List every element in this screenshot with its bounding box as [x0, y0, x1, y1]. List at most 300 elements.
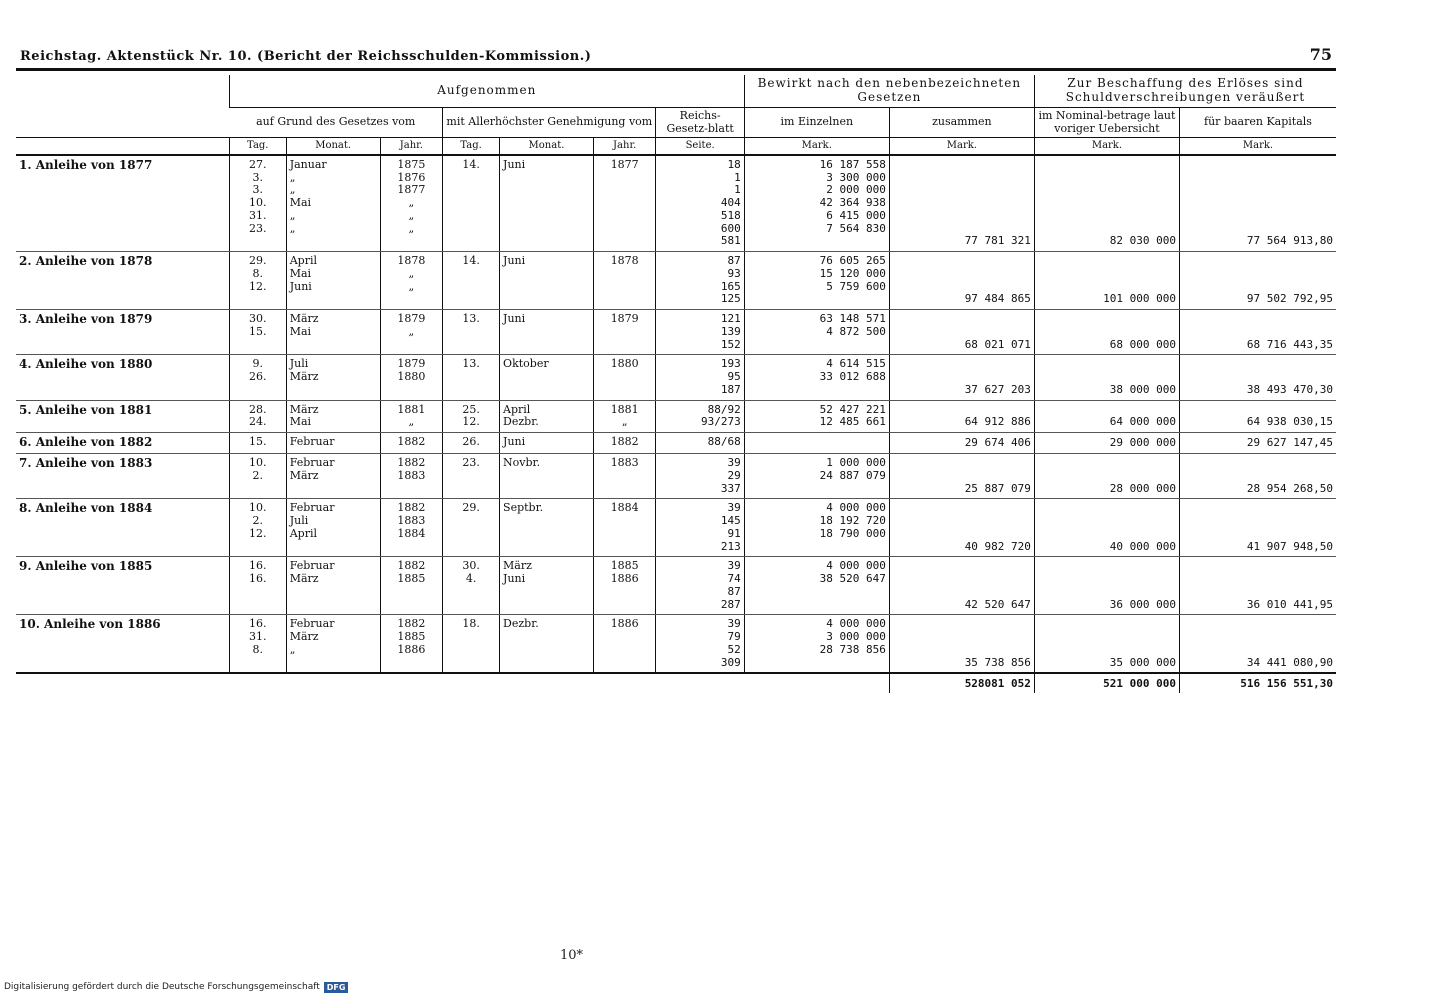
- law-month-cell: [286, 499, 380, 557]
- law-year: „: [408, 279, 415, 293]
- cash-proceeds: 38 493 470,30: [1179, 355, 1336, 400]
- law-year: 1877: [397, 183, 426, 197]
- header-gazette: Reichs-Gesetz-blatt: [656, 107, 744, 138]
- decree-month: April: [503, 402, 531, 416]
- decree-day: 13.: [462, 312, 480, 326]
- law-year-cell: [380, 155, 443, 252]
- single-amount-cell: [744, 433, 889, 454]
- single-amount: 15 120 000: [819, 266, 886, 280]
- law-year-cell: [380, 355, 443, 400]
- decree-month: Septbr.: [503, 501, 544, 515]
- decree-year: 1879: [610, 312, 639, 326]
- unit-blank: [16, 138, 229, 155]
- single-amount: 4 614 515: [826, 357, 886, 371]
- single-amount: 1 000 000: [826, 456, 886, 470]
- gazette-page: 213: [720, 539, 741, 553]
- law-year: 1878: [397, 254, 426, 268]
- nominal-amount: 40 000 000: [1034, 499, 1179, 557]
- loan-row: [16, 454, 1336, 499]
- law-year-cell: [380, 310, 443, 355]
- decree-month: Novbr.: [503, 456, 541, 470]
- loan-name: 3. Anleihe von 1879: [16, 310, 229, 355]
- nominal-amount: 38 000 000: [1034, 355, 1179, 400]
- law-month: Januar: [289, 157, 327, 171]
- totals-cash: 516 156 551,30: [1179, 673, 1336, 693]
- gazette-page-cell: [656, 433, 744, 454]
- gazette-page: 87: [727, 584, 741, 598]
- law-month-cell: [286, 155, 380, 252]
- unit-year: Jahr.: [593, 138, 656, 155]
- single-amount: 7 564 830: [826, 221, 886, 235]
- law-month-cell: [286, 310, 380, 355]
- law-year: 1876: [397, 170, 426, 184]
- decree-year: 1881: [610, 402, 639, 416]
- header-cash: für baaren Kapitals: [1179, 107, 1336, 138]
- decree-year-cell: [593, 355, 656, 400]
- gazette-page: 152: [720, 337, 741, 351]
- law-month: März: [289, 402, 319, 416]
- decree-month: Dezbr.: [503, 415, 539, 429]
- gazette-page-cell: [656, 310, 744, 355]
- cash-proceeds: 97 502 792,95: [1179, 252, 1336, 310]
- law-month-cell: [286, 615, 380, 674]
- decree-year-cell: [593, 433, 656, 454]
- law-day: 12.: [249, 526, 267, 540]
- single-amount-cell: [744, 499, 889, 557]
- loan-total: 37 627 203: [889, 355, 1034, 400]
- totals-sum: 528081 052: [889, 673, 1034, 693]
- single-amount-cell: [744, 454, 889, 499]
- law-day: 16.: [249, 559, 267, 573]
- cash-proceeds: 41 907 948,50: [1179, 499, 1336, 557]
- law-month-cell: [286, 355, 380, 400]
- decree-month: Oktober: [503, 357, 549, 371]
- loan-row: [16, 155, 1336, 252]
- law-day: 23.: [249, 221, 267, 235]
- law-day: 29.: [249, 254, 267, 268]
- single-amount: 33 012 688: [819, 370, 886, 384]
- cash-proceeds: 64 938 030,15: [1179, 400, 1336, 433]
- loan-table: [16, 75, 1336, 693]
- decree-year-cell: [593, 252, 656, 310]
- unit-month: Monat.: [500, 138, 594, 155]
- law-day: 9.: [252, 357, 264, 371]
- decree-year-cell: [593, 400, 656, 433]
- decree-month-cell: [500, 252, 594, 310]
- cash-proceeds: 77 564 913,80: [1179, 155, 1336, 252]
- law-year: 1875: [397, 157, 426, 171]
- unit-mark: Mark.: [744, 138, 889, 155]
- law-day: 16.: [249, 617, 267, 631]
- decree-month-cell: [500, 155, 594, 252]
- law-month: Februar: [289, 456, 335, 470]
- law-year-cell: [380, 433, 443, 454]
- totals-nominal: 521 000 000: [1034, 673, 1179, 693]
- nominal-amount: 64 000 000: [1034, 400, 1179, 433]
- gazette-page: 1: [734, 183, 741, 197]
- decree-day-cell: [443, 400, 500, 433]
- decree-month-cell: [500, 499, 594, 557]
- law-day: 10.: [249, 196, 267, 210]
- law-month: „: [289, 170, 296, 184]
- decree-year: 1883: [610, 456, 639, 470]
- decree-day: 18.: [462, 617, 480, 631]
- gazette-page: 88/68: [707, 435, 741, 449]
- decree-month: Dezbr.: [503, 617, 539, 631]
- law-month: „: [289, 221, 296, 235]
- gazette-page: 309: [720, 655, 741, 669]
- header-beschaffung: Zur Beschaffung des Erlöses sind Schuldverschreibungen veräußert: [1034, 75, 1336, 107]
- gazette-page: 518: [720, 208, 741, 222]
- decree-month: März: [503, 559, 532, 573]
- unit-mark: Mark.: [889, 138, 1034, 155]
- law-year: 1885: [397, 630, 426, 644]
- header-decree-date: mit Allerhöchster Genehmigung vom: [443, 107, 656, 138]
- decree-day-cell: [443, 499, 500, 557]
- law-day-cell: [229, 310, 286, 355]
- law-day-cell: [229, 454, 286, 499]
- decree-month-cell: [500, 355, 594, 400]
- law-day-cell: [229, 433, 286, 454]
- law-day: 30.: [249, 312, 267, 326]
- law-month: Februar: [289, 501, 335, 515]
- law-month: Mai: [289, 196, 312, 210]
- decree-day-cell: [443, 454, 500, 499]
- single-amount: 4 000 000: [826, 559, 886, 573]
- single-amount: 12 485 661: [819, 415, 886, 429]
- loan-total: 35 738 856: [889, 615, 1034, 674]
- law-month: „: [289, 183, 296, 197]
- law-month: März: [289, 468, 319, 482]
- cash-proceeds: 34 441 080,90: [1179, 615, 1336, 674]
- loan-total: 40 982 720: [889, 499, 1034, 557]
- single-amount-cell: [744, 252, 889, 310]
- unit-day: Tag.: [443, 138, 500, 155]
- decree-day: 29.: [462, 501, 480, 515]
- loan-row: [16, 557, 1336, 615]
- gazette-page-cell: [656, 615, 744, 674]
- loan-row: [16, 252, 1336, 310]
- gazette-page-cell: [656, 454, 744, 499]
- gazette-page: 287: [720, 597, 741, 611]
- law-year-cell: [380, 615, 443, 674]
- decree-day-cell: [443, 355, 500, 400]
- decree-day: 30.: [462, 559, 480, 573]
- cash-proceeds: 36 010 441,95: [1179, 557, 1336, 615]
- decree-day-cell: [443, 433, 500, 454]
- law-day-cell: [229, 355, 286, 400]
- law-day: 3.: [252, 183, 264, 197]
- header-blank: [16, 75, 229, 138]
- report-sheet: [16, 30, 1336, 935]
- unit-year: Jahr.: [380, 138, 443, 155]
- law-month: „: [289, 642, 296, 656]
- nominal-amount: 35 000 000: [1034, 615, 1179, 674]
- law-month-cell: [286, 433, 380, 454]
- single-amount: 2 000 000: [826, 183, 886, 197]
- decree-month-cell: [500, 454, 594, 499]
- law-day-cell: [229, 252, 286, 310]
- decree-day-cell: [443, 310, 500, 355]
- gazette-page: 39: [727, 617, 741, 631]
- decree-day: 4.: [465, 572, 477, 586]
- law-day: 15.: [249, 435, 267, 449]
- loan-name: 1. Anleihe von 1877: [16, 155, 229, 252]
- gazette-page: 39: [727, 456, 741, 470]
- gazette-page: 193: [720, 357, 741, 371]
- decree-month: Juni: [503, 435, 526, 449]
- law-day: 15.: [249, 324, 267, 338]
- single-amount: 3 000 000: [826, 630, 886, 644]
- decree-day: 12.: [462, 415, 480, 429]
- single-amount: 5 759 600: [826, 279, 886, 293]
- single-amount: 38 520 647: [819, 572, 886, 586]
- single-amount: 3 300 000: [826, 170, 886, 184]
- cash-proceeds: 29 627 147,45: [1179, 433, 1336, 454]
- single-amount-cell: [744, 615, 889, 674]
- gazette-page-cell: [656, 155, 744, 252]
- law-month: März: [289, 312, 319, 326]
- nominal-amount: 36 000 000: [1034, 557, 1179, 615]
- loan-total: 25 887 079: [889, 454, 1034, 499]
- cash-proceeds: 68 716 443,35: [1179, 310, 1336, 355]
- single-amount-cell: [744, 310, 889, 355]
- gazette-page: 74: [727, 572, 741, 586]
- loan-row: [16, 433, 1336, 454]
- law-month-cell: [286, 400, 380, 433]
- loan-total: 68 021 071: [889, 310, 1034, 355]
- credit-text: Digitalisierung gefördert durch die Deutsche Forschungsgemeinschaft: [4, 982, 320, 992]
- law-day: 27.: [249, 157, 267, 171]
- decree-day: 25.: [462, 402, 480, 416]
- gazette-page: 79: [727, 630, 741, 644]
- single-amount: 18 192 720: [819, 514, 886, 528]
- single-amount: 28 738 856: [819, 642, 886, 656]
- law-day-cell: [229, 557, 286, 615]
- header-law-date: auf Grund des Gesetzes vom: [229, 107, 442, 138]
- law-year: „: [408, 208, 415, 222]
- law-month: Juli: [289, 357, 309, 371]
- law-day: 24.: [249, 415, 267, 429]
- decree-day-cell: [443, 557, 500, 615]
- law-month-cell: [286, 454, 380, 499]
- gazette-page-cell: [656, 252, 744, 310]
- unit-month: Monat.: [286, 138, 380, 155]
- law-day: 10.: [249, 501, 267, 515]
- law-year: 1880: [397, 370, 426, 384]
- gazette-page: 125: [720, 292, 741, 306]
- decree-year: 1878: [610, 254, 639, 268]
- loan-row: [16, 310, 1336, 355]
- decree-year: 1886: [610, 617, 639, 631]
- law-month: Februar: [289, 559, 335, 573]
- law-month: März: [289, 370, 319, 384]
- loan-total: 64 912 886: [889, 400, 1034, 433]
- law-year: 1883: [397, 514, 426, 528]
- single-amount: 52 427 221: [819, 402, 886, 416]
- unit-mark: Mark.: [1034, 138, 1179, 155]
- gazette-page: 95: [727, 370, 741, 384]
- loan-total: 42 520 647: [889, 557, 1034, 615]
- law-year: 1882: [397, 435, 426, 449]
- header-total: zusammen: [889, 107, 1034, 138]
- gazette-page: 1: [734, 170, 741, 184]
- law-month: März: [289, 572, 319, 586]
- single-amount-cell: [744, 155, 889, 252]
- decree-month: Juni: [503, 157, 526, 171]
- gazette-page: 121: [720, 312, 741, 326]
- law-year: 1882: [397, 617, 426, 631]
- loan-row: [16, 499, 1336, 557]
- totals-row: [16, 673, 1336, 693]
- law-month: März: [289, 630, 319, 644]
- law-day: 26.: [249, 370, 267, 384]
- law-year-cell: [380, 557, 443, 615]
- gazette-page: 139: [720, 324, 741, 338]
- decree-month: Juni: [503, 572, 526, 586]
- law-month: April: [289, 526, 317, 540]
- single-amount: 63 148 571: [819, 312, 886, 326]
- law-month: Mai: [289, 324, 312, 338]
- decree-day-cell: [443, 155, 500, 252]
- law-year: 1881: [397, 402, 426, 416]
- decree-year-cell: [593, 499, 656, 557]
- single-amount: 24 887 079: [819, 468, 886, 482]
- law-day: 8.: [252, 642, 264, 656]
- law-year: „: [408, 415, 415, 429]
- loan-total: 77 781 321: [889, 155, 1034, 252]
- gazette-page: 39: [727, 501, 741, 515]
- law-month: Mai: [289, 266, 312, 280]
- unit-page: Seite.: [656, 138, 744, 155]
- decree-month-cell: [500, 557, 594, 615]
- single-amount-cell: [744, 355, 889, 400]
- law-year: 1884: [397, 526, 426, 540]
- loan-table-body: [16, 155, 1336, 693]
- decree-month-cell: [500, 400, 594, 433]
- law-year: 1879: [397, 312, 426, 326]
- law-year-cell: [380, 252, 443, 310]
- gazette-page: 187: [720, 382, 741, 396]
- decree-month-cell: [500, 433, 594, 454]
- loan-name: 10. Anleihe von 1886: [16, 615, 229, 674]
- law-day: 28.: [249, 402, 267, 416]
- gazette-page-cell: [656, 355, 744, 400]
- header-bewirkt: Bewirkt nach den nebenbezeichneten Gesetzen: [744, 75, 1034, 107]
- law-year-cell: [380, 400, 443, 433]
- law-year: 1883: [397, 468, 426, 482]
- law-year: „: [408, 221, 415, 235]
- law-year: 1879: [397, 357, 426, 371]
- nominal-amount: 101 000 000: [1034, 252, 1179, 310]
- nominal-amount: 28 000 000: [1034, 454, 1179, 499]
- footer-mark: 10*: [560, 948, 584, 963]
- law-month: Februar: [289, 435, 335, 449]
- gazette-page: 337: [720, 481, 741, 495]
- loan-row: [16, 355, 1336, 400]
- decree-month-cell: [500, 615, 594, 674]
- decree-year: 1886: [610, 572, 639, 586]
- loan-total: 97 484 865: [889, 252, 1034, 310]
- law-year: 1882: [397, 501, 426, 515]
- law-day: 12.: [249, 279, 267, 293]
- loan-name: 2. Anleihe von 1878: [16, 252, 229, 310]
- law-month: Juli: [289, 514, 309, 528]
- single-amount: 16 187 558: [819, 157, 886, 171]
- law-year-cell: [380, 454, 443, 499]
- law-month-cell: [286, 252, 380, 310]
- digitization-credit: [0, 978, 348, 996]
- decree-day-cell: [443, 615, 500, 674]
- loan-name: 6. Anleihe von 1882: [16, 433, 229, 454]
- gazette-page: 581: [720, 234, 741, 248]
- gazette-page: 145: [720, 514, 741, 528]
- dfg-logo: DFG: [324, 982, 349, 993]
- law-day-cell: [229, 499, 286, 557]
- gazette-page: 52: [727, 642, 741, 656]
- page-number: 75: [1309, 45, 1332, 64]
- law-day: 10.: [249, 456, 267, 470]
- law-year: 1886: [397, 642, 426, 656]
- gazette-page: 600: [720, 221, 741, 235]
- gazette-page: 88/92: [707, 402, 741, 416]
- loan-total: 29 674 406: [889, 433, 1034, 454]
- law-day: 3.: [252, 170, 264, 184]
- decree-year-cell: [593, 615, 656, 674]
- law-month: April: [289, 254, 317, 268]
- header-nominal: im Nominal-betrage laut voriger Uebersicht: [1034, 107, 1179, 138]
- nominal-amount: 82 030 000: [1034, 155, 1179, 252]
- header-single: im Einzelnen: [744, 107, 889, 138]
- law-day: 31.: [249, 208, 267, 222]
- law-year: „: [408, 266, 415, 280]
- law-year: „: [408, 196, 415, 210]
- law-day-cell: [229, 155, 286, 252]
- loan-name: 5. Anleihe von 1881: [16, 400, 229, 433]
- single-amount: 4 000 000: [826, 617, 886, 631]
- law-month: Mai: [289, 415, 312, 429]
- running-head: [16, 30, 1336, 71]
- single-amount: 42 364 938: [819, 196, 886, 210]
- decree-year: 1885: [610, 559, 639, 573]
- decree-year: 1880: [610, 357, 639, 371]
- single-amount: 76 605 265: [819, 254, 886, 268]
- single-amount: 4 000 000: [826, 501, 886, 515]
- loan-row: [16, 400, 1336, 433]
- gazette-page: 39: [727, 559, 741, 573]
- decree-day: 26.: [462, 435, 480, 449]
- law-year: „: [408, 324, 415, 338]
- single-amount: 18 790 000: [819, 526, 886, 540]
- law-month: „: [289, 208, 296, 222]
- gazette-page: 29: [727, 468, 741, 482]
- decree-year: 1884: [610, 501, 639, 515]
- gazette-page-cell: [656, 557, 744, 615]
- gazette-page: 87: [727, 254, 741, 268]
- decree-day: 23.: [462, 456, 480, 470]
- decree-year-cell: [593, 454, 656, 499]
- decree-year: „: [621, 415, 628, 429]
- law-year: 1882: [397, 456, 426, 470]
- decree-month-cell: [500, 310, 594, 355]
- law-year: 1882: [397, 559, 426, 573]
- totals-blank: [16, 673, 889, 693]
- law-day: 16.: [249, 572, 267, 586]
- decree-day: 14.: [462, 157, 480, 171]
- loan-name: 7. Anleihe von 1883: [16, 454, 229, 499]
- unit-mark: Mark.: [1179, 138, 1336, 155]
- gazette-page: 93: [727, 266, 741, 280]
